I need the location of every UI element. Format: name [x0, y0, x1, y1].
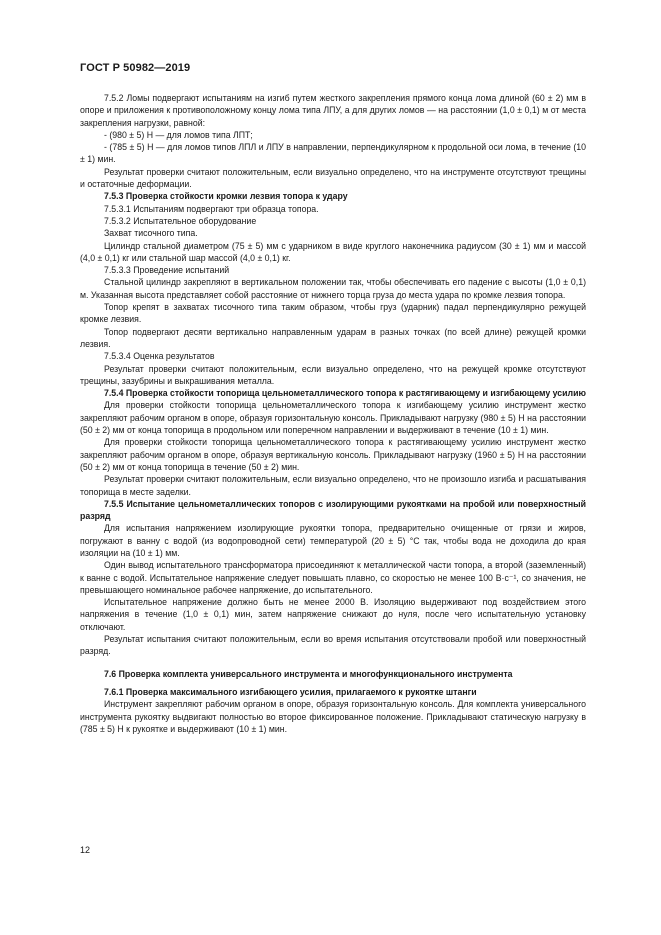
page-number: 12: [80, 845, 91, 855]
body-paragraph: 7.5.3.1 Испытаниям подвергают три образца топора.: [104, 203, 319, 214]
section-heading: 7.6 Проверка комплекта универсального инструмента и многофункционального инструмента: [104, 668, 513, 679]
body-paragraph: Результат проверки считают положительным, если визуально определено, что на режущей кромке отсутствуют трещины, зазубрины и выкрашивания металла.: [80, 363, 586, 386]
body-paragraph: Топор крепят в захватах тисочного типа таким образом, чтобы груз (ударник) падал перпендикулярно режущей кромке лезвия.: [80, 302, 586, 325]
body-paragraph: Один вывод испытательного трансформатора присоединяют к металлической части топора, а второй (заземленный) к ванне с водой. Испытательное напряжение следует повышать плавно, со скоростью не менее 100 В·с⁻¹, со значения, не превышающего номинальное рабочее напряжение, до испытательного.: [80, 560, 586, 595]
body-paragraph: Результат проверки считают положительным, если визуально определено, что не произошло изгиба и расшатывания топорища в месте заделки.: [80, 474, 586, 497]
body-paragraph: 7.5.3.4 Оценка результатов: [104, 351, 215, 362]
body-paragraph: Захват тисочного типа.: [104, 228, 198, 239]
section-heading: 7.5.5 Испытание цельнометаллических топоров с изолирующими рукоятками на пробой или поверхностный разряд: [80, 498, 586, 522]
document-body: [80, 92, 586, 735]
body-paragraph: Инструмент закрепляют рабочим органом в опоре, образуя горизонтальную консоль. Для комплекта универсального инструмента рукоятку выдвигают полностью во второе фиксированное положение. Прикладывают статическую нагрузку в (785 ± 5) Н к рукоятке и выдерживают (10 ± 1) мин.: [80, 699, 586, 734]
body-paragraph: Топор подвергают десяти вертикально направленным ударам в разных точках (по всей длине) режущей кромки лезвия.: [80, 326, 586, 349]
body-paragraph: Испытательное напряжение должно быть не менее 2000 В. Изоляцию выдерживают под воздействием этого напряжения в течение (1,0 ± 0,1) мин, затем напряжение снижают до нуля, после чего испытательную установку отключают.: [80, 597, 586, 632]
standard-header: ГОСТ Р 50982—2019: [80, 62, 191, 74]
section-heading: 7.5.3 Проверка стойкости кромки лезвия топора к удару: [104, 191, 348, 202]
body-paragraph: - (785 ± 5) Н — для ломов типов ЛПЛ и ЛПУ в направлении, перпендикулярном к продольной оси лома, в течение (10 ± 1) мин.: [80, 142, 586, 165]
section-heading: 7.5.4 Проверка стойкости топорища цельнометаллического топора к растягивающему и изгибающему усилию: [104, 388, 586, 399]
body-paragraph: - (980 ± 5) Н — для ломов типа ЛПТ;: [104, 129, 253, 140]
body-paragraph: 7.5.3.3 Проведение испытаний: [104, 265, 230, 276]
section-heading: 7.6.1 Проверка максимального изгибающего усилия, прилагаемого к рукоятке штанги: [104, 686, 477, 697]
body-paragraph: 7.5.3.2 Испытательное оборудование: [104, 215, 257, 226]
body-paragraph: Для испытания напряжением изолирующие рукоятки топора, предварительно очищенные от грязи и жиров, погружают в ванну с водой (из водопроводной сети) температурой (20 ± 5) °С так, чтобы вода не доходила до края изоляции на (10 ± 1) мм.: [80, 523, 586, 558]
body-paragraph: Цилиндр стальной диаметром (75 ± 5) мм с ударником в виде круглого наконечника радиусом (30 ± 1) мм и массой (4,0 ± 0,1) кг или стальной шар массой (4,0 ± 0,1) кг.: [80, 240, 586, 263]
body-paragraph: 7.5.2 Ломы подвергают испытаниям на изгиб путем жесткого закрепления прямого конца лома длиной (60 ± 2) мм в опоре и приложения к противоположному концу лома типа ЛПУ, а для других ломов — на расстоянии (1,0 ± 0,1) м от места закрепления нагрузки, равной:: [80, 93, 586, 128]
body-paragraph: Для проверки стойкости топорища цельнометаллического топора к растягивающему усилию инструмент жестко закрепляют рабочим органом в опоре, образуя вертикальную консоль. Прикладывают нагрузку (1960 ± 5) Н на расстоянии (50 ± 2) мм от конца топорища в течение (50 ± 2) мин.: [80, 437, 586, 472]
body-paragraph: Для проверки стойкости топорища цельнометаллического топора к изгибающему усилию инструмент жестко закрепляют рабочим органом в опоре, образуя горизонтальную консоль. Прикладывают нагрузку (980 ± 5) Н на расстоянии (50 ± 2) мм от конца топорища в продольном или поперечном направлении и выдерживают в течение (10 ± 1) мин.: [80, 400, 586, 436]
body-paragraph: Стальной цилиндр закрепляют в вертикальном положении так, чтобы обеспечивать его падение с высоты (1,0 ± 0,1) м. Указанная высота представляет собой расстояние от нижнего торца груза до места удара по кромке лезвия топора.: [80, 277, 586, 300]
body-paragraph: Результат проверки считают положительным, если визуально определено, что на инструменте отсутствуют трещины и остаточные деформации.: [80, 166, 586, 190]
body-paragraph: Результат испытания считают положительным, если во время испытания отсутствовали пробой или поверхностный разряд.: [80, 634, 586, 657]
